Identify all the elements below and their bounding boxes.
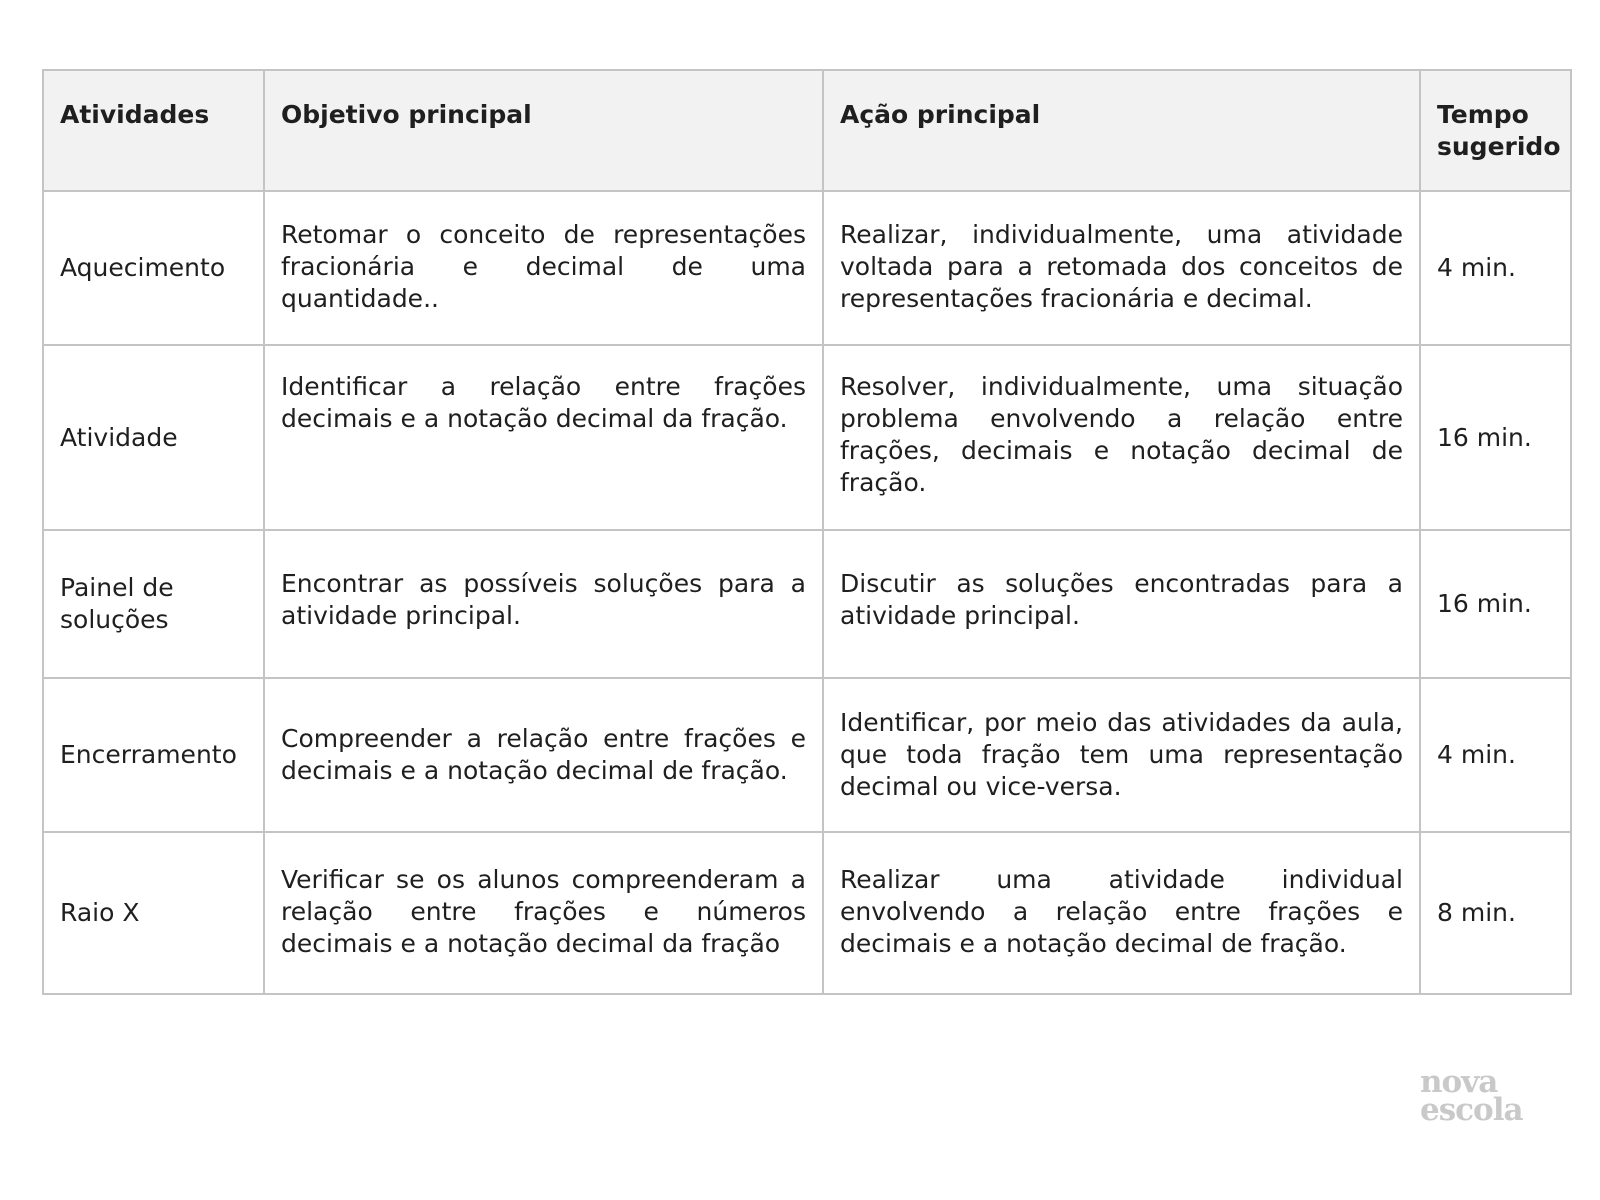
time-cell: 4 min. [1420, 678, 1571, 832]
objective-cell: Retomar o conceito de representações fracionária e decimal de uma quantidade.. [264, 191, 823, 345]
table-row [43, 191, 1571, 345]
action-cell: Identificar, por meio das atividades da aula, que toda fração tem uma representação decimal ou vice-versa. [823, 678, 1420, 832]
activity-cell: Painel de soluções [43, 530, 264, 678]
table-row [43, 832, 1571, 994]
nova-escola-logo [1420, 1064, 1560, 1128]
objective-cell: Compreender a relação entre frações e decimais e a notação decimal de fração. [264, 678, 823, 832]
table-row [43, 530, 1571, 678]
action-cell: Realizar, individualmente, uma atividade voltada para a retomada dos conceitos de representações fracionária e decimal. [823, 191, 1420, 345]
activity-cell: Atividade [43, 345, 264, 530]
header-action: Ação principal [823, 70, 1420, 191]
table-header [43, 70, 1571, 191]
action-cell: Discutir as soluções encontradas para a atividade principal. [823, 530, 1420, 678]
activity-cell: Aquecimento [43, 191, 264, 345]
time-cell: 8 min. [1420, 832, 1571, 994]
time-cell: 16 min. [1420, 345, 1571, 530]
action-cell: Realizar uma atividade individual envolvendo a relação entre frações e decimais e a notação decimal de fração. [823, 832, 1420, 994]
time-cell: 16 min. [1420, 530, 1571, 678]
header-row [43, 70, 1571, 191]
activity-cell: Encerramento [43, 678, 264, 832]
lesson-plan-table [42, 69, 1572, 995]
action-cell: Resolver, individualmente, uma situação problema envolvendo a relação entre frações, decimais e notação decimal de fração. [823, 345, 1420, 530]
table-row [43, 345, 1571, 530]
header-objective: Objetivo principal [264, 70, 823, 191]
table-row [43, 678, 1571, 832]
objective-cell: Encontrar as possíveis soluções para a atividade principal. [264, 530, 823, 678]
logo-line-escola: escola [1420, 1092, 1523, 1128]
header-time: Tempo sugerido [1420, 70, 1571, 191]
header-activities: Atividades [43, 70, 264, 191]
activity-cell: Raio X [43, 832, 264, 994]
time-cell: 4 min. [1420, 191, 1571, 345]
objective-cell: Identificar a relação entre frações decimais e a notação decimal da fração. [264, 345, 823, 530]
objective-cell: Verificar se os alunos compreenderam a relação entre frações e números decimais e a notação decimal da fração [264, 832, 823, 994]
logo-line-nova: nova [1420, 1064, 1498, 1100]
table-body [43, 191, 1571, 994]
